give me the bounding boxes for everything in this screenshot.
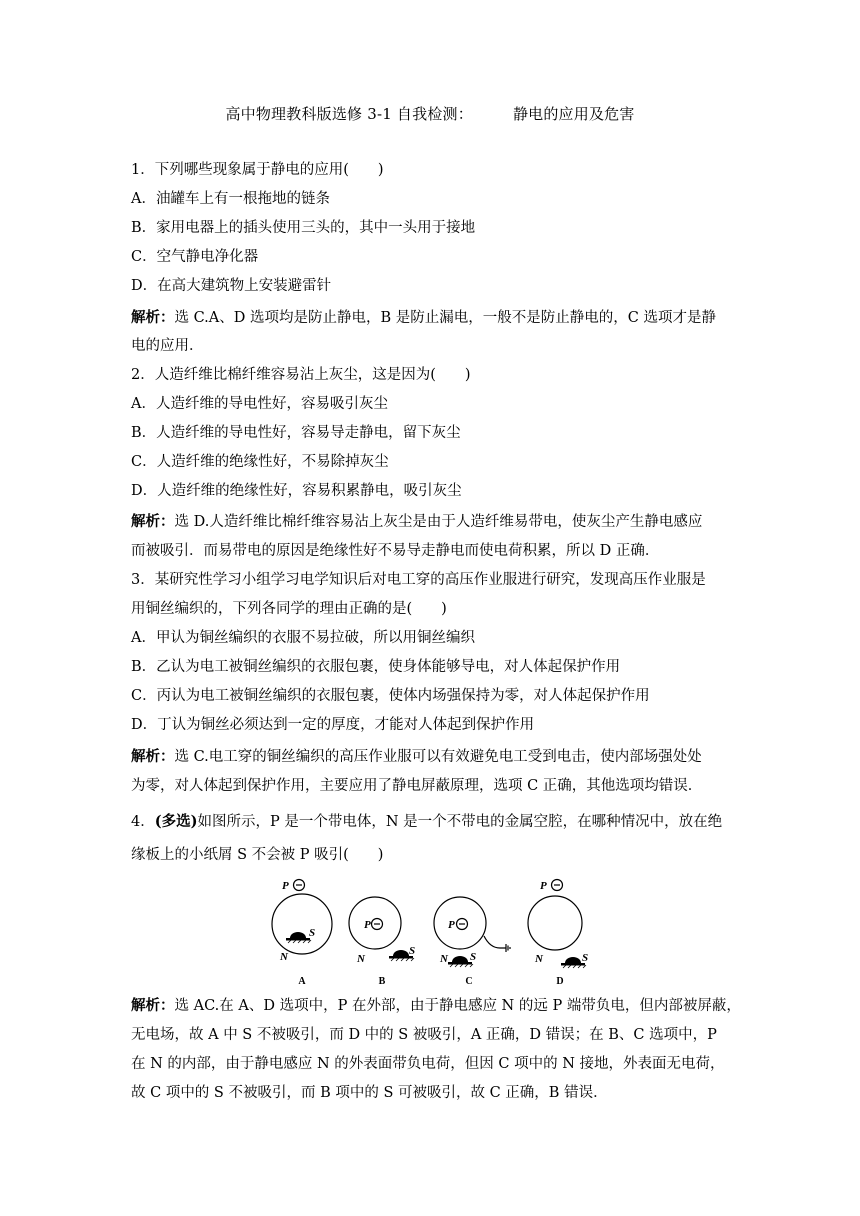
q3-analysis-line2: 为零，对人体起到保护作用，主要应用了静电屏蔽原理，选项 C 正确，其他选项均错误． [131, 778, 703, 794]
q3-analysis-line1: 解析：选 C.电工穿的铜丝编织的高压作业服可以有效避免电工受到电击，使内部场强处处 [131, 748, 702, 765]
figure-b-s-label: S [409, 945, 416, 957]
figure-c-s-label: S [470, 951, 477, 963]
q3-option-c: C．丙认为电工被铜丝编织的衣服包裹，使体内场强保持为零，对人体起保护作用 [131, 688, 650, 704]
figure-label-d: D [556, 976, 564, 987]
figure-d-p-label: P [540, 880, 547, 892]
q4-stem-line2: 缘板上的小纸屑 S 不会被 P 吸引( ) [131, 847, 384, 863]
figure-d-s-label: S [582, 952, 589, 964]
figure-label-a: A [298, 976, 306, 987]
q1-analysis-line1: 解析：选 C.A、D 选项均是防止静电，B 是防止漏电，一般不是防止静电的，C 选项才是静 [131, 309, 716, 326]
figure-b-p-label: P [364, 919, 371, 931]
title-right: 静电的应用及危害 [512, 105, 635, 123]
q2-option-b: B．人造纤维的导电性好，容易导走静电，留下灰尘 [131, 425, 461, 441]
q3-option-b: B．乙认为电工被铜丝编织的衣服包裹，使身体能够导电，对人体起保护作用 [131, 659, 621, 675]
q1-analysis-label: 解析： [131, 309, 175, 326]
q2-option-d: D．人造纤维的绝缘性好，容易积累静电，吸引灰尘 [131, 483, 462, 499]
q4-multi-tag: (多选) [154, 813, 198, 830]
q1-option-a: A．油罐车上有一根拖地的链条 [131, 191, 330, 207]
figure-c-n-label: N [440, 953, 448, 965]
figure-d-n-label: N [535, 953, 543, 965]
figure-b-scrap [393, 950, 409, 956]
q2-analysis-line1: 解析：选 D.人造纤维比棉纤维容易沾上灰尘是由于人造纤维易带电，使灰尘产生静电感应 [131, 513, 703, 530]
figure-c-cavity [434, 897, 486, 949]
q2-analysis-label: 解析： [131, 513, 175, 530]
figure-a-s-label: S [309, 927, 316, 939]
q4-analysis-label: 解析： [131, 997, 175, 1014]
q3-option-d: D．丁认为铜丝必须达到一定的厚度，才能对人体起到保护作用 [131, 717, 535, 733]
q4-analysis-line3: 在 N 的内部，由于静电感应 N 的外表面带负电荷，但因 C 项中的 N 接地，外表面无电荷， [131, 1056, 725, 1072]
q2-option-a: A．人造纤维的导电性好，容易吸引灰尘 [131, 396, 388, 412]
q1-option-b: B．家用电器上的插头使用三头的，其中一头用于接地 [131, 220, 476, 236]
figure-a-scrap [290, 932, 306, 938]
figure-d-cavity [528, 896, 582, 950]
q4-analysis-line2: 无电场，故 A 中 S 不被吸引，而 D 中的 S 被吸引，A 正确，D 错误；在 B、C 选项中，P [131, 1027, 717, 1043]
figure-b-cavity [349, 897, 401, 949]
q3-option-a: A．甲认为铜丝编织的衣服不易拉破，所以用铜丝编织 [131, 630, 475, 646]
q4-analysis-line1: 解析：选 AC.在 A、D 选项中，P 在外部，由于静电感应 N 的远 P 端带负电，但内部被屏蔽， [131, 997, 741, 1014]
page-title [0, 103, 860, 124]
figure-c-scrap [452, 956, 468, 962]
q3-stem-line2: 用铜丝编织的，下列各同学的理由正确的是( ) [131, 601, 447, 617]
title-left: 高中物理教科版选修 3-1 自我检测： [225, 105, 473, 123]
q1-option-c: C．空气静电净化器 [131, 249, 259, 265]
figure-label-c: C [465, 976, 473, 987]
q1-stem: 1．下列哪些现象属于静电的应用( ) [131, 162, 384, 178]
figure-c-ground-wire [484, 936, 506, 948]
q3-analysis-label: 解析： [131, 748, 175, 765]
figure-a-p-label: P [282, 880, 289, 892]
figure-a-cavity [272, 894, 332, 954]
q1-option-d: D．在高大建筑物上安装避雷针 [131, 278, 332, 294]
q2-analysis-line2: 而被吸引．而易带电的原因是绝缘性好不易导走静电而使电荷积累，所以 D 正确． [131, 543, 660, 559]
q2-option-c: C．人造纤维的绝缘性好，不易除掉灰尘 [131, 454, 389, 470]
q2-stem: 2．人造纤维比棉纤维容易沾上灰尘，这是因为( ) [131, 367, 471, 383]
figure-label-b: B [378, 976, 386, 987]
figure-d-scrap [565, 957, 581, 963]
q1-analysis-line2: 电的应用． [131, 338, 204, 354]
q4-figure [262, 874, 602, 992]
q4-stem-line1: 4．(多选)如图所示，P 是一个带电体，N 是一个不带电的金属空腔，在哪种情况中，放在绝 [131, 813, 723, 830]
figure-a-n-label: N [280, 951, 288, 963]
figure-c-p-label: P [448, 919, 455, 931]
q3-stem-line1: 3．某研究性学习小组学习电学知识后对电工穿的高压作业服进行研究，发现高压作业服是 [131, 572, 706, 588]
q4-analysis-line4: 故 C 项中的 S 不被吸引，而 B 项中的 S 可被吸引，故 C 正确，B 错误． [131, 1085, 608, 1101]
figure-b-n-label: N [357, 953, 365, 965]
